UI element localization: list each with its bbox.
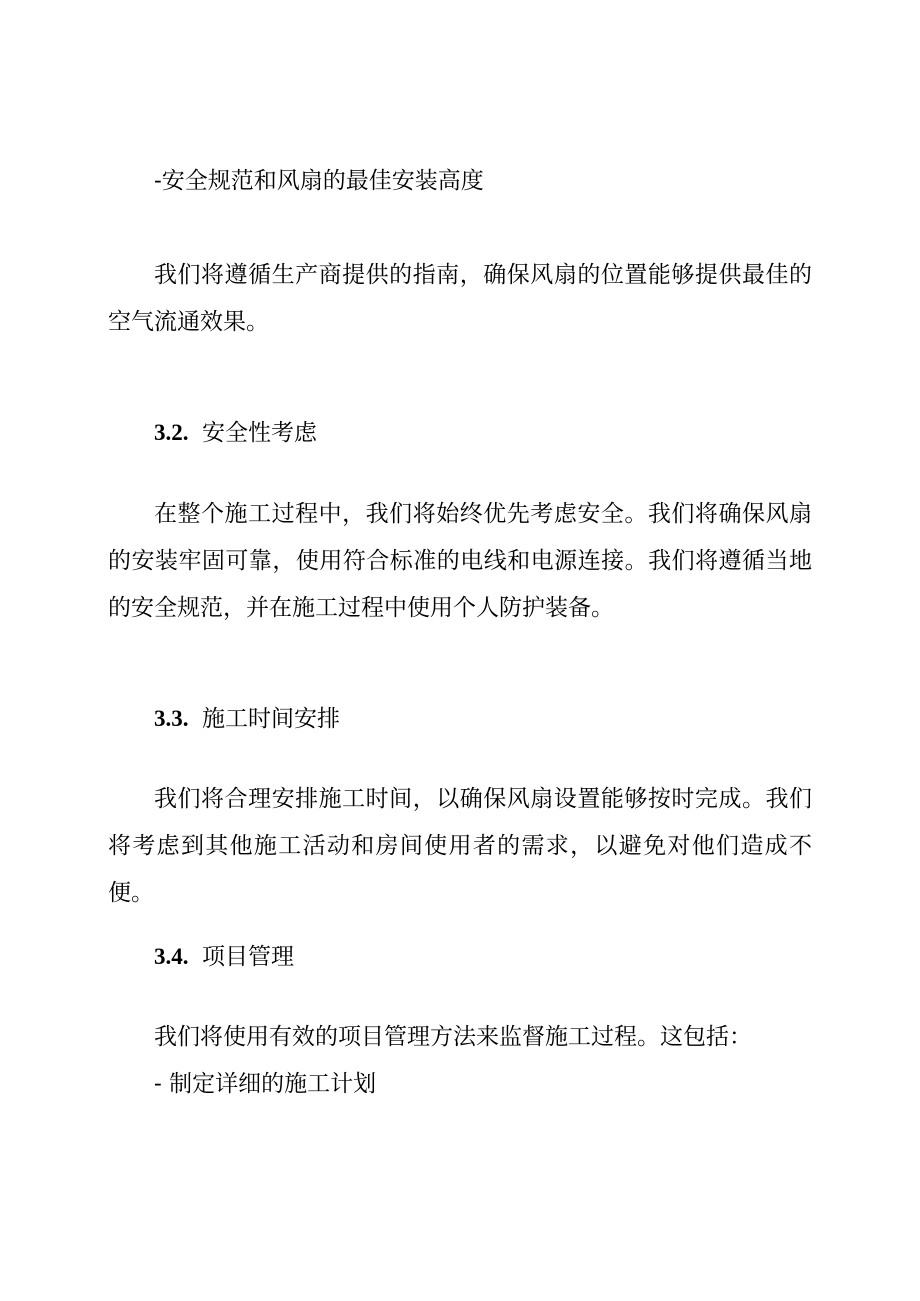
section-number: 3.3. <box>154 706 189 731</box>
section-number: 3.4. <box>154 944 189 969</box>
section-3-4-list-item: - 制定详细的施工计划 <box>154 1071 377 1097</box>
section-heading-3-2 <box>154 409 317 456</box>
section-3-4-paragraph: 我们将使用有效的项目管理方法来监督施工过程。这包括： <box>154 1024 752 1050</box>
section-heading-3-3 <box>154 695 340 742</box>
section-title: 施工时间安排 <box>202 706 340 732</box>
section-title: 安全性考虑 <box>202 420 317 446</box>
section-3-2-paragraph: 在整个施工过程中，我们将始终优先考虑安全。我们将确保风扇的安装牢固可靠，使用符合标准的电线和电源连接。我们将遵循当地的安全规范，并在施工过程中使用个人防护装备。 <box>108 501 812 621</box>
section-3-3-paragraph: 我们将合理安排施工时间，以确保风扇设置能够按时完成。我们将考虑到其他施工活动和房间使用者的需求，以避免对他们造成不便。 <box>108 786 812 906</box>
section-title: 项目管理 <box>202 944 294 970</box>
section-heading-3-4 <box>154 933 294 980</box>
intro-paragraph: 我们将遵循生产商提供的指南，确保风扇的位置能够提供最佳的空气流通效果。 <box>108 262 812 335</box>
section-number: 3.2. <box>154 420 189 445</box>
intro-bullet-line: -安全规范和风扇的最佳安装高度 <box>154 168 484 194</box>
